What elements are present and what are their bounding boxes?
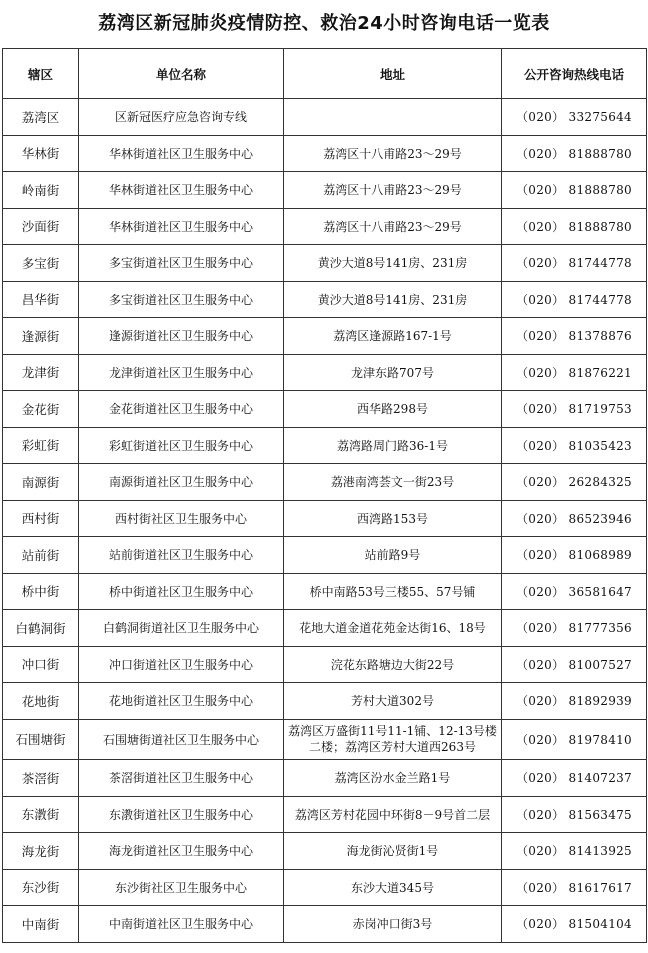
district-cell: 东沙街 xyxy=(3,869,79,906)
address-cell xyxy=(284,99,502,136)
hotline-cell: （020） 81617617 xyxy=(502,869,647,906)
hotline-cell: （020） 81719753 xyxy=(502,391,647,428)
unit-name-cell: 茶滘街道社区卫生服务中心 xyxy=(79,760,284,797)
hotline-cell: （020） 81888780 xyxy=(502,172,647,209)
table-row xyxy=(3,208,647,245)
table-row xyxy=(3,537,647,574)
table-row xyxy=(3,172,647,209)
table-row xyxy=(3,796,647,833)
table-row xyxy=(3,573,647,610)
hotline-cell: （020） 81978410 xyxy=(502,719,647,760)
hotline-cell: （020） 26284325 xyxy=(502,464,647,501)
address-cell: 海龙街沁贤街1号 xyxy=(284,833,502,870)
unit-name-cell: 金花街道社区卫生服务中心 xyxy=(79,391,284,428)
table-row xyxy=(3,427,647,464)
hotline-cell: （020） 81888780 xyxy=(502,135,647,172)
table-row xyxy=(3,281,647,318)
address-cell: 黄沙大道8号141房、231房 xyxy=(284,281,502,318)
hotline-cell: （020） 33275644 xyxy=(502,99,647,136)
district-cell: 多宝街 xyxy=(3,245,79,282)
unit-name-cell: 华林街道社区卫生服务中心 xyxy=(79,172,284,209)
unit-name-cell: 彩虹街道社区卫生服务中心 xyxy=(79,427,284,464)
district-cell: 花地街 xyxy=(3,683,79,720)
address-cell: 龙津东路707号 xyxy=(284,354,502,391)
unit-name-cell: 冲口街道社区卫生服务中心 xyxy=(79,646,284,683)
table-row xyxy=(3,464,647,501)
hotline-cell: （020） 81888780 xyxy=(502,208,647,245)
hotline-table xyxy=(2,48,647,943)
table-row xyxy=(3,500,647,537)
hotline-cell: （020） 81068989 xyxy=(502,537,647,574)
unit-name-cell: 西村街社区卫生服务中心 xyxy=(79,500,284,537)
district-cell: 沙面街 xyxy=(3,208,79,245)
hotline-cell: （020） 81035423 xyxy=(502,427,647,464)
address-cell: 荔港南湾荟文一街23号 xyxy=(284,464,502,501)
address-cell: 浣花东路塘边大街22号 xyxy=(284,646,502,683)
unit-name-cell: 逢源街道社区卫生服务中心 xyxy=(79,318,284,355)
table-row xyxy=(3,354,647,391)
table-row xyxy=(3,610,647,647)
district-cell: 石围塘街 xyxy=(3,719,79,760)
hotline-cell: （020） 81407237 xyxy=(502,760,647,797)
table-row xyxy=(3,646,647,683)
address-cell: 荔湾区十八甫路23～29号 xyxy=(284,135,502,172)
unit-name-cell: 中南街道社区卫生服务中心 xyxy=(79,906,284,943)
hotline-cell: （020） 81777356 xyxy=(502,610,647,647)
address-cell: 西湾路153号 xyxy=(284,500,502,537)
hotline-cell: （020） 81892939 xyxy=(502,683,647,720)
table-row xyxy=(3,833,647,870)
table-row xyxy=(3,760,647,797)
hotline-cell: （020） 81876221 xyxy=(502,354,647,391)
district-cell: 南源街 xyxy=(3,464,79,501)
header-district: 辖区 xyxy=(3,49,79,99)
unit-name-cell: 东漖街道社区卫生服务中心 xyxy=(79,796,284,833)
table-row xyxy=(3,719,647,760)
address-cell: 荔湾区逢源路167-1号 xyxy=(284,318,502,355)
header-address: 地址 xyxy=(284,49,502,99)
address-cell: 黄沙大道8号141房、231房 xyxy=(284,245,502,282)
header-hotline: 公开咨询热线电话 xyxy=(502,49,647,99)
district-cell: 岭南街 xyxy=(3,172,79,209)
unit-name-cell: 华林街道社区卫生服务中心 xyxy=(79,135,284,172)
header-unit-name: 单位名称 xyxy=(79,49,284,99)
unit-name-cell: 石围塘街道社区卫生服务中心 xyxy=(79,719,284,760)
address-cell: 西华路298号 xyxy=(284,391,502,428)
unit-name-cell: 白鹤洞街道社区卫生服务中心 xyxy=(79,610,284,647)
unit-name-cell: 花地街道社区卫生服务中心 xyxy=(79,683,284,720)
district-cell: 逢源街 xyxy=(3,318,79,355)
unit-name-cell: 多宝街道社区卫生服务中心 xyxy=(79,245,284,282)
district-cell: 彩虹街 xyxy=(3,427,79,464)
district-cell: 海龙街 xyxy=(3,833,79,870)
district-cell: 茶滘街 xyxy=(3,760,79,797)
hotline-cell: （020） 81378876 xyxy=(502,318,647,355)
hotline-cell: （020） 81504104 xyxy=(502,906,647,943)
address-cell: 赤岗冲口街3号 xyxy=(284,906,502,943)
hotline-cell: （020） 81744778 xyxy=(502,245,647,282)
district-cell: 西村街 xyxy=(3,500,79,537)
unit-name-cell: 东沙街社区卫生服务中心 xyxy=(79,869,284,906)
table-row xyxy=(3,906,647,943)
address-cell: 荔湾区汾水金兰路1号 xyxy=(284,760,502,797)
hotline-cell: （020） 81007527 xyxy=(502,646,647,683)
address-cell: 芳村大道302号 xyxy=(284,683,502,720)
unit-name-cell: 南源街道社区卫生服务中心 xyxy=(79,464,284,501)
address-cell: 荔湾区十八甫路23～29号 xyxy=(284,172,502,209)
district-cell: 桥中街 xyxy=(3,573,79,610)
address-cell: 花地大道金道花苑金达街16、18号 xyxy=(284,610,502,647)
district-cell: 荔湾区 xyxy=(3,99,79,136)
address-cell: 东沙大道345号 xyxy=(284,869,502,906)
district-cell: 昌华街 xyxy=(3,281,79,318)
table-header-row xyxy=(3,49,647,99)
table-row xyxy=(3,135,647,172)
unit-name-cell: 龙津街道社区卫生服务中心 xyxy=(79,354,284,391)
hotline-cell: （020） 86523946 xyxy=(502,500,647,537)
district-cell: 金花街 xyxy=(3,391,79,428)
table-row xyxy=(3,99,647,136)
unit-name-cell: 海龙街道社区卫生服务中心 xyxy=(79,833,284,870)
unit-name-cell: 华林街道社区卫生服务中心 xyxy=(79,208,284,245)
district-cell: 龙津街 xyxy=(3,354,79,391)
table-row xyxy=(3,318,647,355)
table-row xyxy=(3,683,647,720)
district-cell: 冲口街 xyxy=(3,646,79,683)
hotline-cell: （020） 36581647 xyxy=(502,573,647,610)
table-body xyxy=(3,99,647,943)
unit-name-cell: 多宝街道社区卫生服务中心 xyxy=(79,281,284,318)
page-title: 荔湾区新冠肺炎疫情防控、救治24小时咨询电话一览表 xyxy=(98,13,550,34)
address-cell: 荔湾路周门路36-1号 xyxy=(284,427,502,464)
address-cell: 荔湾区万盛街11号11-1铺、12-13号楼二楼；荔湾区芳村大道西263号 xyxy=(284,719,502,760)
table-row xyxy=(3,245,647,282)
hotline-cell: （020） 81563475 xyxy=(502,796,647,833)
hotline-cell: （020） 81413925 xyxy=(502,833,647,870)
address-cell: 站前路9号 xyxy=(284,537,502,574)
address-cell: 桥中南路53号三楼55、57号铺 xyxy=(284,573,502,610)
hotline-cell: （020） 81744778 xyxy=(502,281,647,318)
table-row xyxy=(3,869,647,906)
district-cell: 中南街 xyxy=(3,906,79,943)
table-row xyxy=(3,391,647,428)
district-cell: 华林街 xyxy=(3,135,79,172)
address-cell: 荔湾区十八甫路23～29号 xyxy=(284,208,502,245)
district-cell: 东漖街 xyxy=(3,796,79,833)
unit-name-cell: 站前街道社区卫生服务中心 xyxy=(79,537,284,574)
address-cell: 荔湾区芳村花园中环街8－9号首二层 xyxy=(284,796,502,833)
unit-name-cell: 桥中街道社区卫生服务中心 xyxy=(79,573,284,610)
district-cell: 白鹤洞街 xyxy=(3,610,79,647)
district-cell: 站前街 xyxy=(3,537,79,574)
unit-name-cell: 区新冠医疗应急咨询专线 xyxy=(79,99,284,136)
